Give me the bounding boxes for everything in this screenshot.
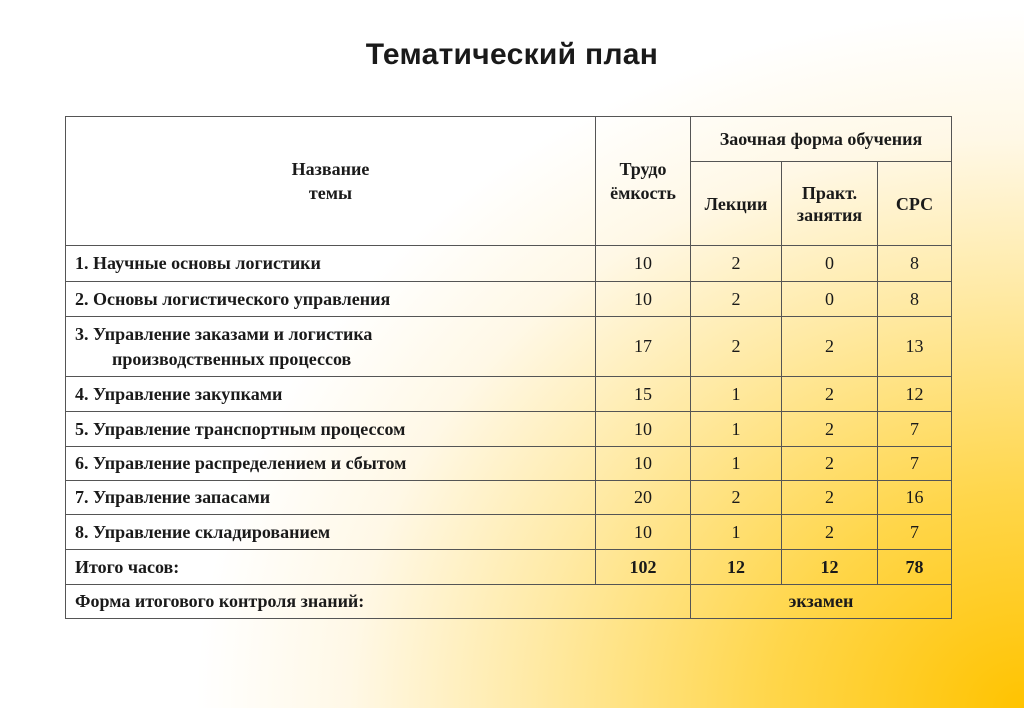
header-form-group: Заочная форма обучения (691, 117, 952, 162)
row-practice: 2 (782, 377, 878, 412)
row-practice: 0 (782, 246, 878, 282)
header-workload (596, 117, 691, 246)
row-lectures: 1 (691, 412, 782, 447)
row-practice: 2 (782, 481, 878, 515)
row-practice: 2 (782, 447, 878, 481)
table-row (66, 412, 952, 447)
row-lectures: 2 (691, 317, 782, 377)
row-topic-line1: 3. Управление заказами и логистика (75, 323, 373, 344)
control-row (66, 585, 952, 619)
control-value: экзамен (691, 585, 952, 619)
total-workload: 102 (596, 550, 691, 585)
row-srs: 7 (878, 515, 952, 550)
row-workload: 15 (596, 377, 691, 412)
header-topic-line2: темы (308, 183, 353, 203)
header-workload-line2: ёмкость (610, 183, 676, 203)
row-topic: 6. Управление распределением и сбытом (66, 447, 596, 481)
row-workload: 17 (596, 317, 691, 377)
table-row (66, 246, 952, 282)
row-practice: 2 (782, 412, 878, 447)
row-topic: 7. Управление запасами (66, 481, 596, 515)
header-practice-line1: Практ. (801, 182, 858, 203)
row-srs: 8 (878, 246, 952, 282)
row-lectures: 1 (691, 377, 782, 412)
total-label: Итого часов: (66, 550, 596, 585)
row-topic: 8. Управление складированием (66, 515, 596, 550)
thematic-plan-table (65, 116, 952, 619)
row-practice: 2 (782, 515, 878, 550)
row-lectures: 1 (691, 515, 782, 550)
row-srs: 12 (878, 377, 952, 412)
table-row (66, 515, 952, 550)
row-workload: 10 (596, 515, 691, 550)
header-workload-line1: Трудо (619, 159, 667, 179)
table-row (66, 447, 952, 481)
row-practice: 2 (782, 317, 878, 377)
page-title: Тематический план (365, 38, 659, 71)
row-topic-line2: производственных процессов (112, 348, 352, 369)
row-lectures: 1 (691, 447, 782, 481)
header-practice-line2: занятия (796, 204, 863, 225)
row-topic (66, 317, 596, 377)
total-srs: 78 (878, 550, 952, 585)
table-row (66, 317, 952, 377)
row-workload: 10 (596, 282, 691, 317)
row-workload: 10 (596, 412, 691, 447)
row-topic: 1. Научные основы логистики (66, 246, 596, 282)
row-workload: 10 (596, 447, 691, 481)
table-row (66, 377, 952, 412)
row-srs: 7 (878, 412, 952, 447)
header-topic (66, 117, 596, 246)
table-row (66, 481, 952, 515)
row-topic: 5. Управление транспортным процессом (66, 412, 596, 447)
total-row (66, 550, 952, 585)
row-practice: 0 (782, 282, 878, 317)
row-topic: 4. Управление закупками (66, 377, 596, 412)
row-srs: 13 (878, 317, 952, 377)
row-lectures: 2 (691, 282, 782, 317)
row-srs: 16 (878, 481, 952, 515)
row-lectures: 2 (691, 481, 782, 515)
header-lectures: Лекции (691, 162, 782, 246)
row-srs: 7 (878, 447, 952, 481)
header-topic-line1: Название (291, 159, 370, 179)
table-row (66, 282, 952, 317)
row-lectures: 2 (691, 246, 782, 282)
header-practice (782, 162, 878, 246)
row-srs: 8 (878, 282, 952, 317)
header-srs: СРС (878, 162, 952, 246)
total-practice: 12 (782, 550, 878, 585)
control-label: Форма итогового контроля знаний: (66, 585, 691, 619)
row-topic: 2. Основы логистического управления (66, 282, 596, 317)
row-workload: 20 (596, 481, 691, 515)
total-lectures: 12 (691, 550, 782, 585)
row-workload: 10 (596, 246, 691, 282)
